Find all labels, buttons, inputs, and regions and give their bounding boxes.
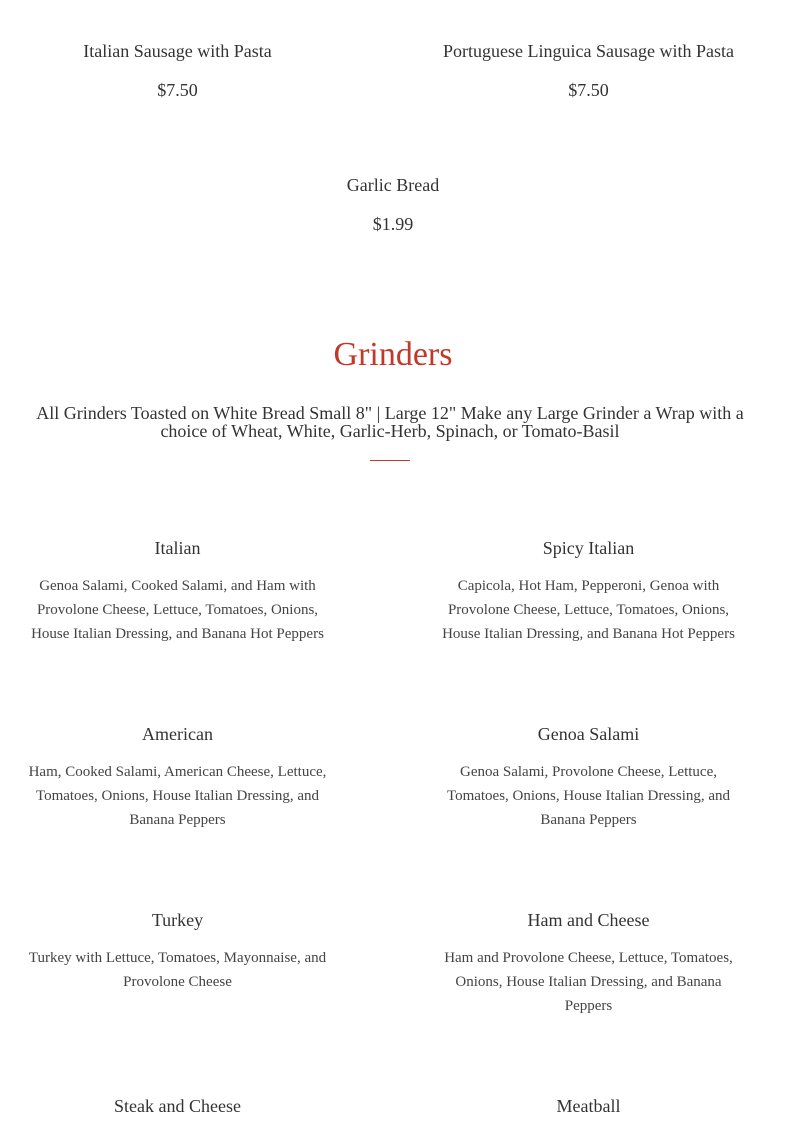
menu-item — [20, 40, 335, 110]
menu-item — [20, 909, 335, 1029]
item-name: Turkey — [151, 910, 204, 930]
item-description: Capicola, Hot Ham, Pepperoni, Genoa with Provolone Cheese, Lettuce, Tomatoes, Onions, House Italian Dressing, and Banana Hot Peppers — [442, 578, 735, 642]
item-description: Turkey with Lettuce, Tomatoes, Mayonnaise, and Provolone Cheese — [28, 950, 327, 990]
item-name: Italian Sausage with Pasta — [83, 41, 272, 61]
menu-item — [20, 1095, 335, 1125]
item-price: $7.50 — [157, 80, 198, 100]
menu-item — [431, 40, 746, 110]
item-description: Ham, Cooked Salami, American Cheese, Lettuce, Tomatoes, Onions, House Italian Dressing, and Banana Peppers — [28, 764, 327, 828]
item-price: $7.50 — [568, 80, 609, 100]
menu-item — [243, 174, 543, 244]
item-description: Genoa Salami, Provolone Cheese, Lettuce, Tomatoes, Onions, House Italian Dressing, and Banana Peppers — [446, 764, 731, 828]
menu-item — [20, 537, 335, 657]
item-description: Ham and Provolone Cheese, Lettuce, Tomatoes, Onions, House Italian Dressing, and Banana Peppers — [444, 950, 733, 1014]
item-name: Steak and Cheese — [114, 1096, 241, 1116]
menu-item — [431, 723, 746, 843]
section-title: Grinders — [333, 336, 453, 373]
item-name: Meatball — [556, 1096, 621, 1116]
item-name: Italian — [154, 538, 201, 558]
item-name: Ham and Cheese — [527, 910, 650, 930]
item-name: Genoa Salami — [537, 724, 640, 744]
menu-item — [431, 1095, 746, 1125]
menu-item — [20, 723, 335, 843]
item-price: $1.99 — [372, 214, 414, 234]
menu-item — [431, 537, 746, 657]
item-name: Spicy Italian — [542, 538, 635, 558]
item-name: American — [142, 724, 213, 744]
menu-item — [431, 909, 746, 1029]
section-subtitle: All Grinders Toasted on White Bread Small 8" | Large 12" Make any Large Grinder a Wrap with a choice of Wheat, White, Garlic-Herb, Spinach, or Tomato-Basil — [36, 403, 744, 441]
item-name: Portuguese Linguica Sausage with Pasta — [443, 41, 734, 61]
item-description: Genoa Salami, Cooked Salami, and Ham with Provolone Cheese, Lettuce, Tomatoes, Onions, House Italian Dressing, and Banana Hot Peppers — [31, 578, 324, 642]
section-divider — [370, 460, 410, 461]
item-name: Garlic Bread — [346, 175, 440, 195]
